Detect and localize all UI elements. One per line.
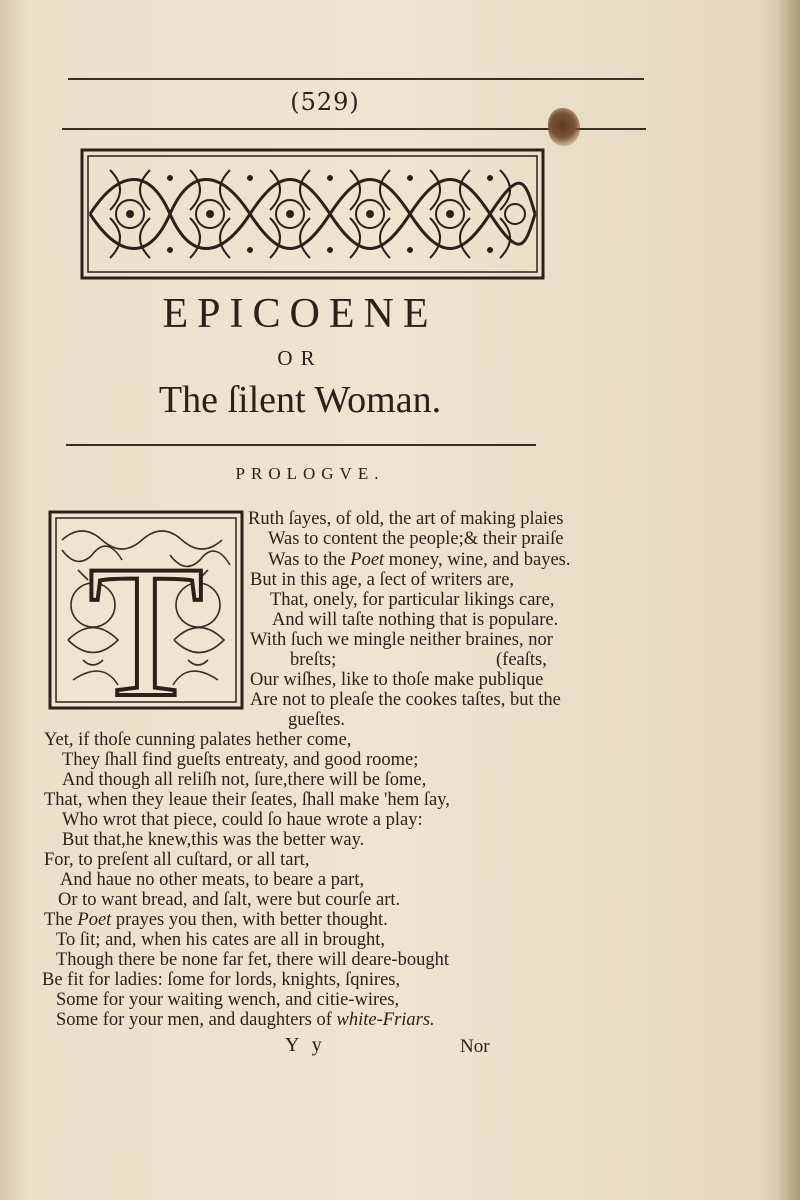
verse-line: Was to content the people;& their praiſe — [268, 529, 564, 549]
prologue-heading: PROLOGVE. — [235, 464, 385, 483]
verse-line: They ſhall find gueſts entreaty, and good roome; — [62, 750, 419, 770]
verse-line: But that,he knew,this was the better way. — [62, 830, 365, 850]
top-rule — [68, 78, 644, 80]
verse-line: Though there be none far fet, there will deare-bought — [56, 950, 449, 970]
verse-line: That, onely, for particular likings care, — [270, 590, 555, 610]
verse-line: Was to the Poet money, wine, and bayes. — [268, 550, 571, 570]
page-number: (529) — [290, 88, 360, 116]
ink-stain — [548, 108, 580, 146]
verse-line: breſts; — [290, 650, 337, 670]
verse-line: To ſit; and, when his cates are all in brought, — [56, 930, 386, 950]
verse-line: For, to preſent all cuſtard, or all tart, — [44, 850, 310, 870]
play-title: EPICOENE — [162, 291, 438, 337]
verse-turnover: (feaſts, — [496, 650, 547, 670]
verse-line: Yet, if thoſe cunning palates hether come, — [44, 730, 352, 750]
play-subtitle: The ſilent Woman. — [158, 379, 442, 421]
verse-line: That, when they leaue their ſeates, ſhall make 'hem ſay, — [44, 790, 450, 810]
verse-line: Are not to pleaſe the cookes taſtes, but the — [250, 690, 561, 710]
page-edge-shadow — [778, 0, 800, 1200]
verse-line: The Poet prayes you then, with better thought. — [44, 910, 388, 930]
verse-line: And will taſte nothing that is populare. — [272, 610, 559, 630]
verse-line: Our wiſhes, like to thoſe make publique — [250, 670, 544, 690]
verse-line: Ruth ſayes, of old, the art of making plaies — [248, 509, 564, 529]
verse-line: Some for your waiting wench, and citie-wires, — [56, 990, 400, 1010]
verse-line: Some for your men, and daughters of white-Friars. — [56, 1010, 435, 1030]
verse-line: Be fit for ladies: ſome for lords, knights, ſqnires, — [42, 970, 401, 990]
title-rule — [66, 444, 536, 446]
title-or: OR — [277, 346, 323, 370]
decorative-headpiece — [80, 148, 545, 280]
verse-line: Who wrot that piece, could ſo haue wrote a play: — [62, 810, 423, 830]
verse-line: And haue no other meats, to beare a part, — [60, 870, 365, 890]
verse-line: And though all reliſh not, ſure,there will be ſome, — [62, 770, 427, 790]
decorated-initial-t — [48, 510, 244, 710]
catchword: Nor — [460, 1036, 490, 1057]
verse-line: gueſtes. — [288, 710, 346, 730]
initial-letter: T — [87, 527, 205, 710]
signature-mark: Y y — [285, 1034, 326, 1056]
verse-line: Or to want bread, and ſalt, were but courſe art. — [58, 890, 401, 910]
verse-line: With ſuch we mingle neither braines, nor — [250, 630, 553, 650]
verse-line: But in this age, a ſect of writers are, — [250, 570, 515, 590]
